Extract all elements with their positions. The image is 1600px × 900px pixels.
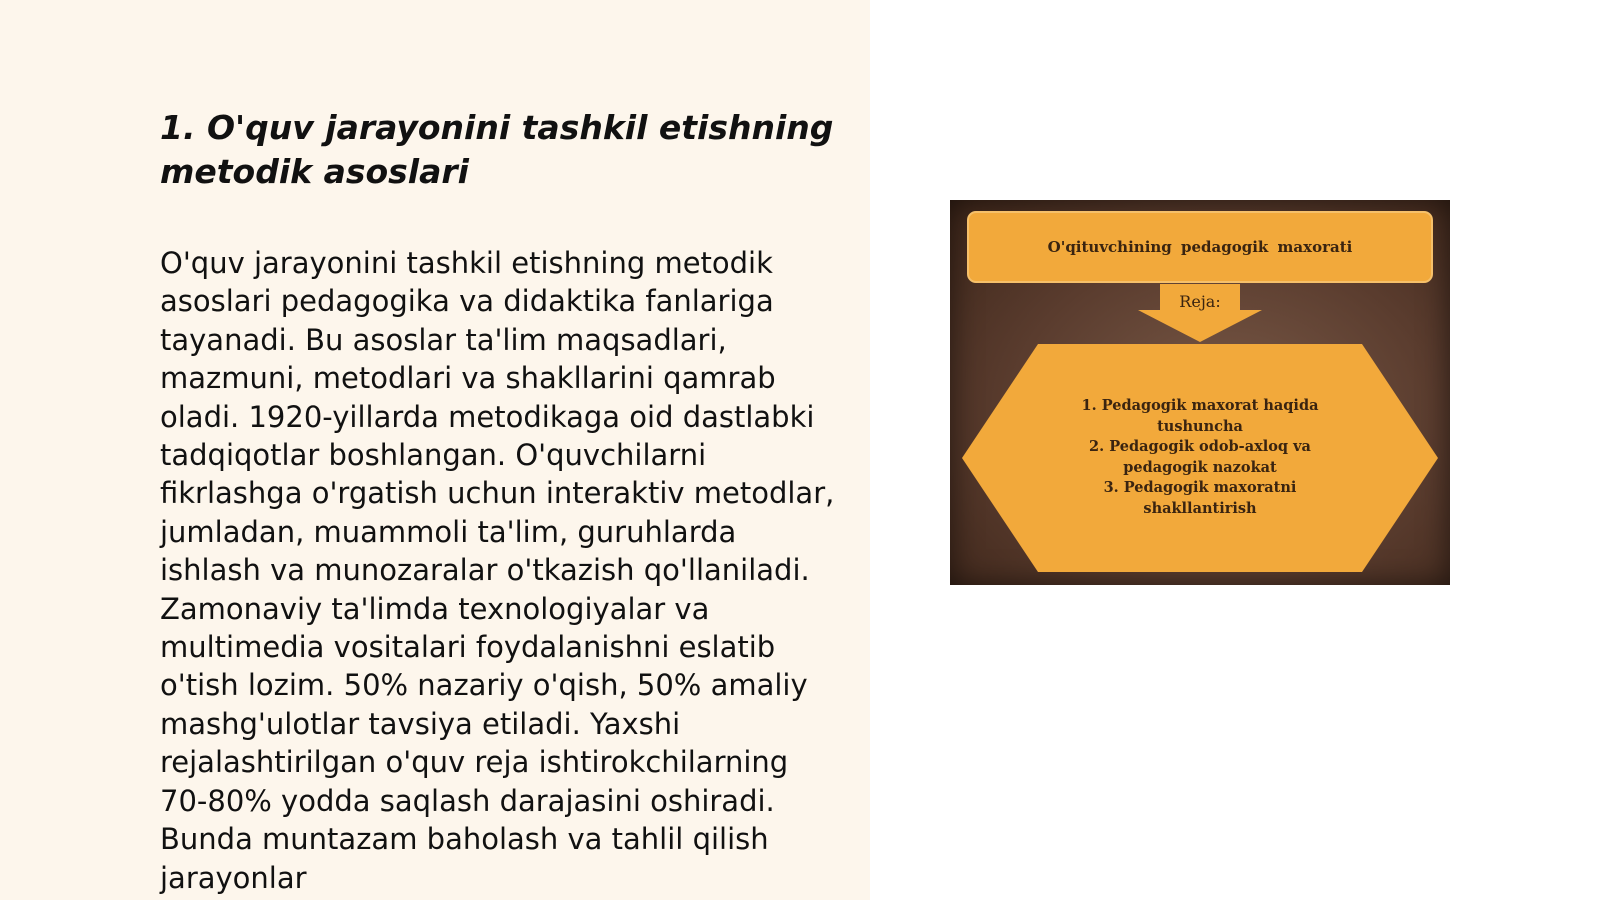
slide-body-text: O'quv jarayonini tashkil etishning metodik asoslari pedagogika va didaktika fanlariga tayanadi. Bu asoslar ta'lim maqsadlari, mazmuni, metodlari va shakllarini qamrab oladi. 1920-yillarda metodikaga oid dastlabki tadqiqotlar boshlangan. O'quvchilarni fikrlashga o'rgatish uchun interaktiv metodlar, jumladan, muammoli ta'lim, guruhlarda ishlash va munozaralar o'tkazish qo'llaniladi. Zamonaviy ta'limda texnologiyalar va multimedia vositalari foydalanishni eslatib o'tish lozim. 50% nazariy o'qish, 50% amaliy mashg'ulotlar tavsiya etiladi. Yaxshi rejalashtirilgan o'quv reja ishtirokchilarning 70-80% yodda saqlash darajasini oshiradi. Bunda muntazam baholash va tahlil qilish jarayonlar xyxy=(160,246,835,895)
figure-list xyxy=(1050,396,1350,519)
figure-arrow-label: Reja: xyxy=(1179,292,1221,311)
slide-title: 1. O'quv jarayonini tashkil etishning metodik asoslari xyxy=(160,108,834,191)
figure-list-item: 2. Pedagogik odob-axloq va pedagogik nazokat xyxy=(1089,438,1311,476)
slide-figure xyxy=(950,200,1450,585)
figure-list-item: 1. Pedagogik maxorat haqida tushuncha xyxy=(1081,397,1319,435)
figure-list-item: 3. Pedagogik maxoratni shakllantirish xyxy=(1103,479,1297,517)
figure-header-text: O'qituvchining pedagogik maxorati xyxy=(1047,238,1353,256)
